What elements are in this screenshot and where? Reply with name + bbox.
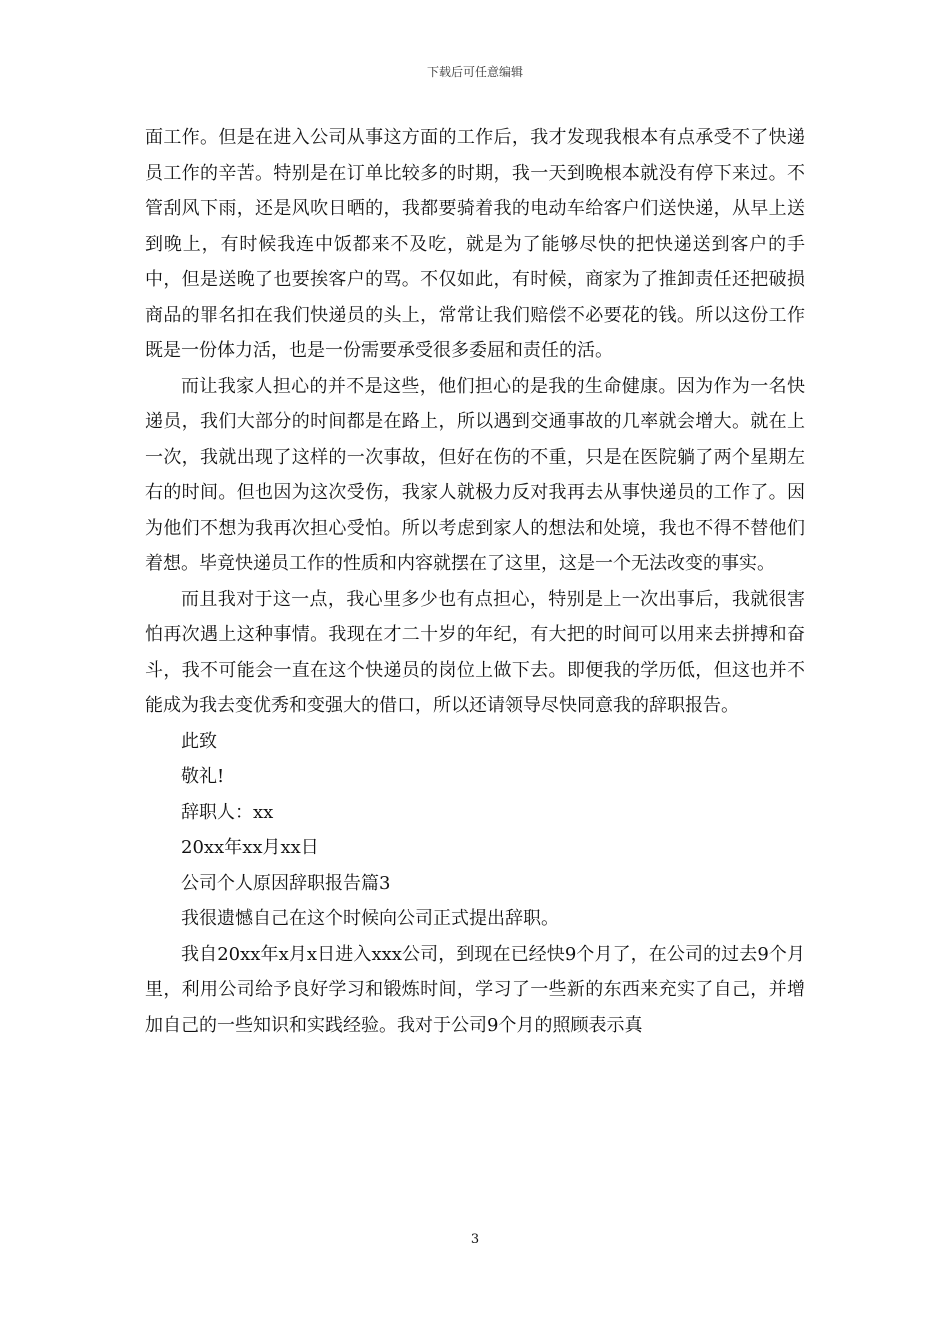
paragraph-opening: 我很遗憾自己在这个时候向公司正式提出辞职。 — [181, 908, 559, 929]
date-line: 20xx年xx月xx日 — [181, 837, 319, 858]
paragraph-tenure: 我自20xx年x月x日进入xxx公司，到现在已经快9个月了，在公司的过去9个月里，利用公司给予良好学习和锻炼时间，学习了一些新的东西来充实了自己，并增加自己的一些知识和实践经验。我对于公司9个月的照顾表示真 — [145, 943, 805, 1036]
signature-line: 辞职人：xx — [181, 801, 274, 823]
section-title: 公司个人原因辞职报告篇3 — [181, 872, 391, 894]
closing-regards: 敬礼! — [181, 766, 225, 787]
page-number: 3 — [470, 1232, 480, 1247]
document-body — [145, 120, 805, 1043]
paragraph-continuation: 面工作。但是在进入公司从事这方面的工作后，我才发现我根本有点承受不了快递员工作的辛苦。特别是在订单比较多的时期，我一天到晚根本就没有停下来过。不管刮风下雨，还是风吹日晒的，我都要骑着我的电动车给客户们送快递，从早上送到晚上，有时候我连中饭都来不及吃，就是为了能够尽快的把快递送到客户的手中，但是送晚了也要挨客户的骂。不仅如此，有时候，商家为了推卸责任还把破损商品的罪名扣在我们快递员的头上，常常让我们赔偿不必要花的钱。所以这份工作既是一份体力活，也是一份需要承受很多委屈和责任的活。 — [145, 127, 805, 361]
paragraph-family-concern: 而让我家人担心的并不是这些，他们担心的是我的生命健康。因为作为一名快递员，我们大部分的时间都是在路上，所以遇到交通事故的几率就会增大。就在上一次，我就出现了这样的一次事故，但好在伤的不重，只是在医院躺了两个星期左右的时间。但也因为这次受伤，我家人就极力反对我再去从事快递员的工作了。因为他们不想为我再次担心受怕。所以考虑到家人的想法和处境，我也不得不替他们着想。毕竟快递员工作的性质和内容就摆在了这里，这是一个无法改变的事实。 — [145, 375, 805, 574]
closing-salutation: 此致 — [181, 730, 217, 752]
paragraph-personal-worry: 而且我对于这一点，我心里多少也有点担心，特别是上一次出事后，我就很害怕再次遇上这种事情。我现在才二十岁的年纪，有大把的时间可以用来去拼搏和奋斗，我不可能会一直在这个快递员的岗位上做下去。即便我的学历低，但这也并不能成为我去变优秀和变强大的借口，所以还请领导尽快同意我的辞职报告。 — [145, 588, 805, 716]
page-header: 下载后可任意编辑 — [426, 65, 523, 79]
